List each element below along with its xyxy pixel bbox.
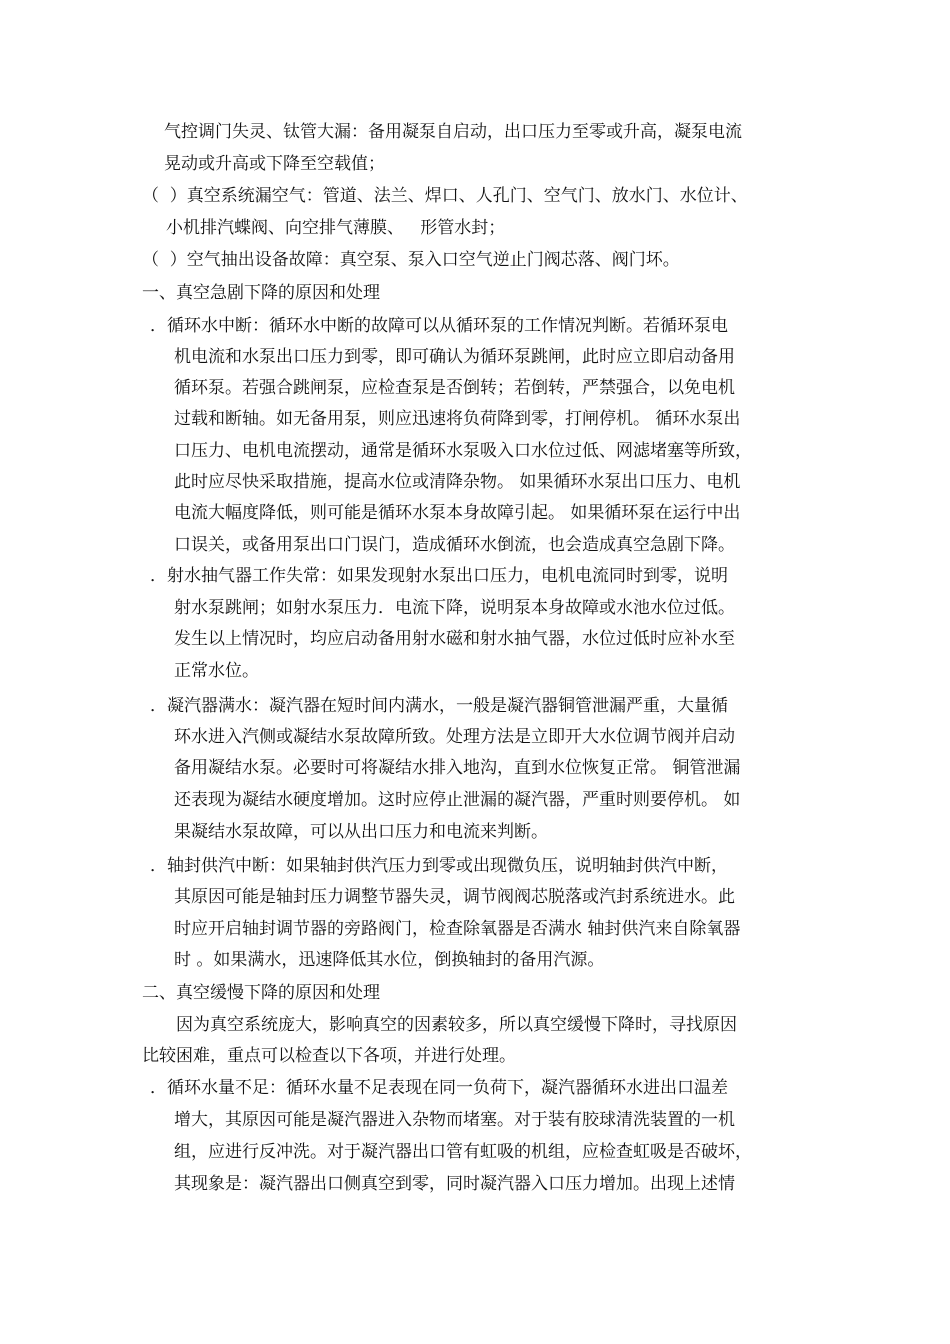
- s2-item1-line: 组，应进行反冲洗。对于凝汽器出口管有虹吸的机组，应检查虹吸是否破坏，: [174, 1142, 752, 1162]
- section1-heading: 一、真空急剧下降的原因和处理: [142, 283, 380, 303]
- s1-item1-line: 此时应尽快采取措施，提高水位或清降杂物。 如果循环水泵出口压力、电机: [174, 472, 741, 492]
- s1-item3-line: 备用凝结水泵。必要时可将凝结水排入地沟，直到水位恢复正常。 铜管泄漏: [174, 758, 741, 778]
- intro-line-2: 晃动或升高或下降至空载值；: [164, 154, 385, 174]
- s2-item1-line: 其现象是：凝汽器出口侧真空到零，同时凝汽器入口压力增加。出现上述情: [174, 1174, 735, 1194]
- intro-line-1: 气控调门失灵、钛管大漏：备用凝泵自启动，出口压力至零或升高，凝泵电流: [164, 122, 742, 142]
- s1-item1-line: 口误关，或备用泵出口门误门，造成循环水倒流，也会造成真空急剧下降。: [174, 535, 735, 555]
- s1-item4-line: 时 。如果满水，迅速降低其水位，倒换轴封的备用汽源。: [174, 950, 605, 970]
- s2-item1-line: 增大，其原因可能是凝汽器进入杂物而堵塞。对于装有胶球清洗装置的一机: [174, 1110, 735, 1130]
- s1-item1-line: 过载和断轴。如无备用泵，则应迅速将负荷降到零，打闸停机。 循环水泵出: [174, 409, 741, 429]
- s1-item1-line: ．循环水中断：循环水中断的故障可以从循环泵的工作情况判断。若循环泵电: [150, 316, 728, 336]
- s1-item3-line: 还表现为凝结水硬度增加。这时应停止泄漏的凝汽器，严重时则要停机。 如: [174, 790, 741, 810]
- s1-item1-line: 电流大幅度降低，则可能是循环水泵本身故障引起。 如果循环泵在运行中出: [174, 503, 741, 523]
- section2-heading: 二、真空缓慢下降的原因和处理: [142, 983, 380, 1003]
- s1-item3-line: ．凝汽器满水：凝汽器在短时间内满水，一般是凝汽器铜管泄漏严重，大量循: [150, 696, 728, 716]
- s1-item1-line: 循环泵。若强合跳闸泵，应检查泵是否倒转；若倒转，严禁强合，以免电机: [174, 378, 735, 398]
- s1-item2-line: ．射水抽气器工作失常：如果发现射水泵出口压力，电机电流同时到零，说明: [150, 566, 728, 586]
- s1-item3-line: 环水进入汽侧或凝结水泵故障所致。处理方法是立即开大水位调节阀并启动: [174, 727, 735, 747]
- s2-paragraph-line-1: 因为真空系统庞大，影响真空的因素较多，所以真空缓慢下降时，寻找原因: [176, 1015, 737, 1035]
- s1-item1-line: 机电流和水泵出口压力到零，即可确认为循环泵跳闸，此时应立即启动备用: [174, 347, 735, 367]
- s1-item2-line: 正常水位。: [174, 661, 259, 681]
- s1-item3-line: 果凝结水泵故障，可以从出口压力和电流来判断。: [174, 822, 548, 842]
- s1-item4-line: ．轴封供汽中断：如果轴封供汽压力到零或出现微负压，说明轴封供汽中断，: [150, 856, 728, 876]
- vacuum-leak-line-1: （ ）真空系统漏空气：管道、法兰、焊口、人孔门、空气门、放水门、水位计、: [142, 186, 748, 206]
- air-extraction-line: （ ）空气抽出设备故障：真空泵、泵入口空气逆止门阀芯落、阀门坏。: [142, 250, 680, 270]
- s1-item2-line: 射水泵跳闸；如射水泵压力．电流下降，说明泵本身故障或水池水位过低。: [174, 598, 735, 618]
- s1-item1-line: 口压力、电机电流摆动，通常是循环水泵吸入口水位过低、网滤堵塞等所致，: [174, 441, 752, 461]
- s1-item2-line: 发生以上情况时，均应启动备用射水磁和射水抽气器，水位过低时应补水至: [174, 629, 735, 649]
- s2-item1-line: ．循环水量不足：循环水量不足表现在同一负荷下，凝汽器循环水进出口温差: [150, 1078, 728, 1098]
- s2-paragraph-line-2: 比较困难，重点可以检查以下各项，并进行处理。: [142, 1046, 516, 1066]
- s1-item4-line: 时应开启轴封调节器的旁路阀门，检查除氧器是否满水 轴封供汽来自除氧器: [174, 919, 741, 939]
- vacuum-leak-line-2: 小机排汽蝶阀、向空排气薄膜、 形管水封；: [166, 218, 506, 238]
- s1-item4-line: 其原因可能是轴封压力调整节器失灵，调节阀阀芯脱落或汽封系统进水。此: [174, 887, 735, 907]
